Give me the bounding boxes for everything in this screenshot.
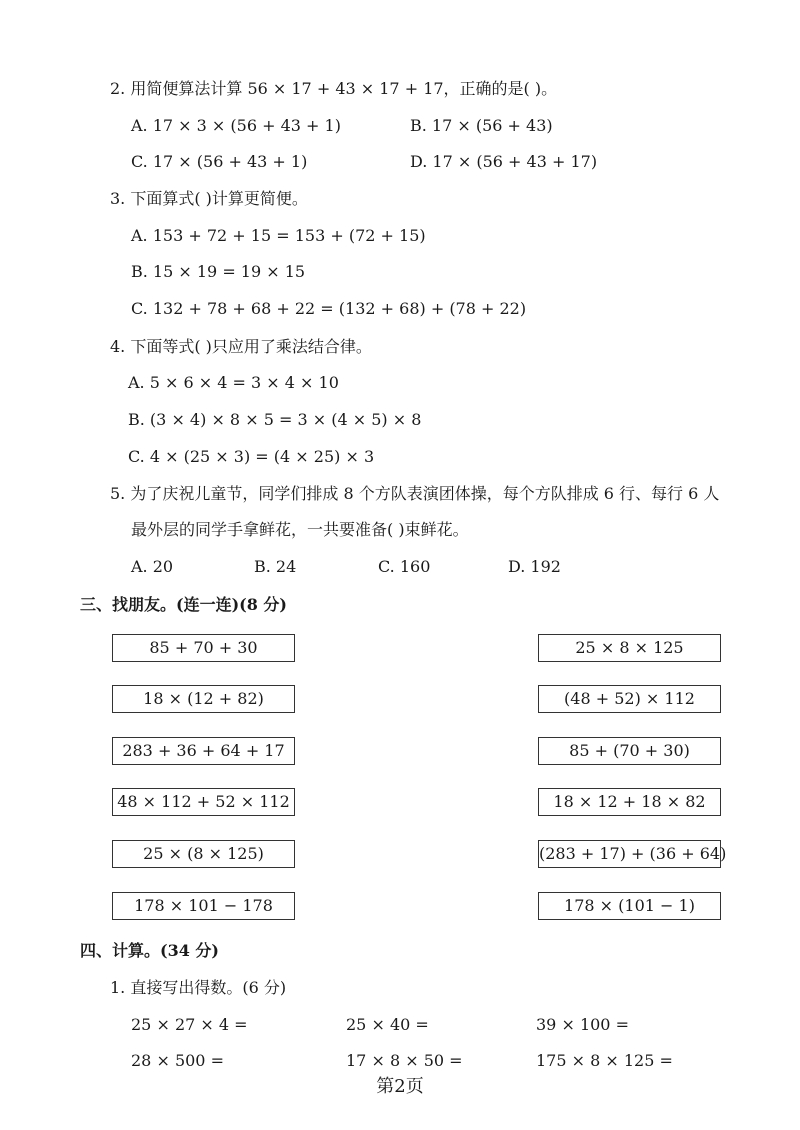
question-3-option-a: A. 153 + 72 + 15 = 153 + (72 + 15) xyxy=(131,226,426,245)
question-5-option-d: D. 192 xyxy=(508,557,561,576)
question-5-option-c: C. 160 xyxy=(378,557,431,576)
match-right-box-3[interactable]: 85 + (70 + 30) xyxy=(538,737,721,765)
question-5-option-b: B. 24 xyxy=(254,557,297,576)
question-2-option-c: C. 17 × (56 + 43 + 1) xyxy=(131,152,308,171)
match-left-box-2[interactable]: 18 × (12 + 82) xyxy=(112,685,295,713)
question-2-stem: 2. 用简便算法计算 56 × 17 + 43 × 17 + 17，正确的是( )。 xyxy=(110,79,558,98)
question-3-option-b: B. 15 × 19 = 19 × 15 xyxy=(131,262,306,281)
question-2-option-d: D. 17 × (56 + 43 + 17) xyxy=(410,152,598,171)
question-5-option-a: A. 20 xyxy=(131,557,174,576)
calc-row-2-item-2: 17 × 8 × 50 = xyxy=(346,1051,463,1070)
match-right-box-1[interactable]: 25 × 8 × 125 xyxy=(538,634,721,662)
calc-row-1-item-1: 25 × 27 × 4 = xyxy=(131,1015,248,1034)
section-4-subquestion-1: 1. 直接写出得数。(6 分) xyxy=(110,978,287,997)
question-4-option-c: C. 4 × (25 × 3) = (4 × 25) × 3 xyxy=(128,447,375,466)
section-4-title: 四、计算。(34 分) xyxy=(80,941,219,960)
question-3-option-c: C. 132 + 78 + 68 + 22 = (132 + 68) + (78 + 22) xyxy=(131,299,527,318)
question-4-option-b: B. (3 × 4) × 8 × 5 = 3 × (4 × 5) × 8 xyxy=(128,410,422,429)
section-3-title: 三、找朋友。(连一连)(8 分) xyxy=(80,595,287,614)
question-4-option-a: A. 5 × 6 × 4 = 3 × 4 × 10 xyxy=(128,373,339,392)
calc-row-1-item-2: 25 × 40 = xyxy=(346,1015,429,1034)
question-2-option-b: B. 17 × (56 + 43) xyxy=(410,116,553,135)
calc-row-2-item-1: 28 × 500 = xyxy=(131,1051,224,1070)
page-number: 第2页 xyxy=(376,1076,424,1097)
match-right-box-6[interactable]: 178 × (101 − 1) xyxy=(538,892,721,920)
match-left-box-1[interactable]: 85 + 70 + 30 xyxy=(112,634,295,662)
match-left-box-3[interactable]: 283 + 36 + 64 + 17 xyxy=(112,737,295,765)
match-right-box-2[interactable]: (48 + 52) × 112 xyxy=(538,685,721,713)
question-5-stem-line-1: 5. 为了庆祝儿童节，同学们排成 8 个方队表演团体操，每个方队排成 6 行、每行 6 人 xyxy=(110,484,720,503)
calc-row-1-item-3: 39 × 100 = xyxy=(536,1015,629,1034)
match-right-box-4[interactable]: 18 × 12 + 18 × 82 xyxy=(538,788,721,816)
question-3-stem: 3. 下面算式( )计算更简便。 xyxy=(110,189,308,208)
question-5-stem-line-2: 最外层的同学手拿鲜花，一共要准备( )束鲜花。 xyxy=(131,520,469,539)
match-left-box-5[interactable]: 25 × (8 × 125) xyxy=(112,840,295,868)
calc-row-2-item-3: 175 × 8 × 125 = xyxy=(536,1051,673,1070)
question-2-option-a: A. 17 × 3 × (56 + 43 + 1) xyxy=(131,116,341,135)
match-left-box-6[interactable]: 178 × 101 − 178 xyxy=(112,892,295,920)
match-left-box-4[interactable]: 48 × 112 + 52 × 112 xyxy=(112,788,295,816)
match-right-box-5[interactable]: (283 + 17) + (36 + 64) xyxy=(538,840,721,868)
question-4-stem: 4. 下面等式( )只应用了乘法结合律。 xyxy=(110,337,372,356)
